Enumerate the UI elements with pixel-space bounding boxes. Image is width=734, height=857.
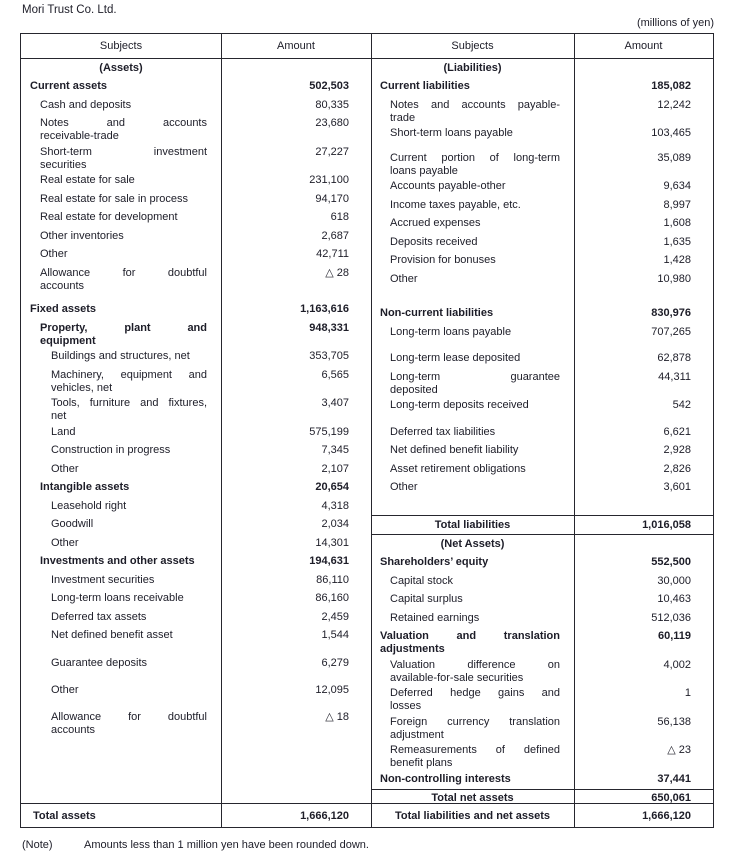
row-amount: △ 18: [325, 710, 349, 723]
row-amount: 4,002: [663, 658, 691, 671]
row-amount: 542: [672, 399, 691, 411]
table-row: [371, 305, 713, 324]
table-row: [371, 149, 713, 178]
row-amount: 1,544: [321, 629, 349, 641]
table-row: [371, 572, 713, 591]
table-row: [21, 534, 371, 553]
row-label: Construction in progress: [51, 444, 171, 456]
table-row: [371, 178, 713, 197]
row-label: Capital surplus: [390, 593, 463, 605]
row-amount: 35,089: [657, 151, 691, 164]
column-header-subjects-left: Subjects: [99, 40, 143, 52]
table-row: [371, 59, 713, 78]
table-row: [21, 301, 371, 320]
table-row: [371, 323, 713, 342]
column-divider: [574, 34, 575, 827]
row-amount: 552,500: [651, 556, 691, 568]
row-label: Current portion of long-term loans payable: [390, 151, 560, 177]
table-row: [21, 479, 371, 498]
row-label: Short-term investment securities: [40, 145, 207, 171]
table-row: [371, 460, 713, 479]
row-amount: 1,635: [663, 235, 691, 248]
row-label: Long-term loans payable: [390, 325, 512, 338]
row-label: Retained earnings: [390, 611, 480, 624]
row-amount: 42,711: [316, 248, 349, 260]
total-assets-amount: 1,666,120: [300, 809, 349, 822]
row-label: Buildings and structures, net: [51, 350, 190, 362]
table-row: [371, 270, 713, 289]
row-amount: 650,061: [651, 792, 691, 803]
row-label: Asset retirement obligations: [390, 462, 526, 475]
total-net-assets-row: [371, 789, 713, 804]
row-amount: 2,687: [321, 229, 349, 242]
row-amount: △ 28: [325, 266, 349, 279]
table-row: [21, 366, 371, 395]
row-label: Valuation difference on available-for-sale securities: [390, 658, 560, 684]
row-amount: 44,311: [658, 370, 691, 383]
row-label: Non-controlling interests: [380, 772, 511, 785]
row-label: Real estate for development: [40, 211, 178, 223]
table-row: [371, 742, 713, 771]
table-row: [371, 196, 713, 215]
row-amount: 10,463: [657, 593, 691, 605]
column-header-amount-left: Amount: [277, 40, 315, 52]
row-label: Tools, furniture and fixtures, net: [51, 397, 207, 422]
table-row: [21, 516, 371, 535]
row-amount: 502,503: [309, 80, 349, 92]
row-label: Other: [390, 481, 418, 493]
row-label: Investments and other assets: [40, 555, 195, 567]
table-body: [21, 59, 713, 803]
column-divider: [371, 34, 372, 827]
row-label: Long-term loans receivable: [51, 592, 184, 604]
row-label: Current liabilities: [380, 80, 470, 92]
table-row: [21, 708, 371, 737]
table-row: [371, 78, 713, 97]
row-amount: 80,335: [315, 98, 349, 111]
row-amount: 2,459: [321, 610, 349, 623]
row-label: Deposits received: [390, 235, 478, 248]
table-row: [21, 246, 371, 265]
row-label: Machinery, equipment and vehicles, net: [51, 368, 207, 394]
table-row: [371, 770, 713, 789]
row-label: Other: [51, 536, 79, 549]
row-amount: 512,036: [651, 611, 691, 624]
row-amount: 707,265: [651, 325, 691, 338]
row-amount: 353,705: [309, 350, 349, 362]
table-row: [371, 515, 713, 535]
row-amount: 7,345: [321, 444, 349, 456]
row-label: Valuation and translation adjustments: [380, 630, 560, 655]
row-amount: 1,163,616: [300, 303, 349, 315]
table-row: [21, 442, 371, 461]
row-label: Current assets: [30, 80, 108, 92]
table-row: [21, 348, 371, 367]
table-row: [371, 233, 713, 252]
row-amount: 4,318: [321, 499, 349, 512]
row-label: Intangible assets: [40, 481, 130, 493]
table-row: [21, 143, 371, 172]
row-amount: 23,680: [315, 117, 349, 129]
table-row: [371, 96, 713, 125]
table-row: [371, 628, 713, 657]
row-amount: 9,634: [663, 180, 691, 192]
table-row: [21, 78, 371, 97]
row-label: Allowance for doubtful accounts: [40, 266, 207, 292]
row-amount: 1: [684, 687, 691, 699]
row-amount: 103,465: [651, 127, 691, 139]
row-label: (Liabilities): [443, 61, 502, 74]
row-label: Accounts payable-other: [390, 180, 506, 192]
row-amount: 30,000: [657, 574, 691, 587]
row-amount: 575,199: [309, 425, 349, 438]
table-row: [21, 172, 371, 191]
row-amount: 2,107: [321, 462, 349, 475]
column-header-subjects-right: Subjects: [451, 40, 494, 52]
row-amount: 1,428: [663, 254, 691, 266]
assets-blank-space: [21, 737, 371, 804]
footnote-label: (Note): [22, 839, 53, 851]
row-amount: 2,928: [663, 444, 691, 456]
total-liabilities-net-assets-amount: 1,666,120: [642, 809, 691, 822]
row-amount: 60,119: [657, 630, 691, 642]
row-amount: 1,016,058: [642, 518, 691, 531]
row-amount: 10,980: [657, 272, 691, 285]
table-row: [21, 571, 371, 590]
row-label: Net defined benefit asset: [51, 629, 173, 641]
row-label: Property, plant and equipment: [40, 321, 207, 347]
footnote: [22, 839, 369, 851]
table-row: [371, 713, 713, 742]
table-row: [21, 682, 371, 701]
row-amount: 86,160: [315, 592, 349, 604]
row-amount: 14,301: [315, 536, 349, 549]
balance-sheet-table: [20, 33, 714, 828]
column-divider: [221, 34, 222, 827]
row-label: Real estate for sale in process: [40, 192, 188, 205]
row-label: Long-term guarantee deposited: [390, 370, 560, 396]
table-row: [21, 423, 371, 442]
row-label: Long-term lease deposited: [390, 352, 521, 364]
row-amount: 6,279: [321, 656, 349, 669]
row-label: Deferred tax liabilities: [390, 425, 496, 438]
row-amount: 12,095: [315, 684, 349, 696]
row-amount: 20,654: [315, 481, 349, 493]
row-label: Other: [51, 462, 79, 475]
row-amount: 618: [330, 211, 349, 223]
total-assets-label: Total assets: [33, 809, 96, 822]
row-label: Accrued expenses: [390, 217, 481, 229]
liabilities-rows: [371, 59, 713, 789]
row-label: Investment securities: [51, 573, 155, 586]
table-row: [21, 190, 371, 209]
row-label: Fixed assets: [30, 303, 97, 315]
table-row: [21, 608, 371, 627]
table-row: [21, 264, 371, 293]
row-label: Total net assets: [431, 792, 514, 803]
row-label: Remeasurements of defined benefit plans: [390, 744, 560, 769]
table-row: [371, 215, 713, 234]
row-label: Real estate for sale: [40, 174, 135, 186]
table-row: [21, 96, 371, 115]
row-amount: 6,565: [321, 368, 349, 381]
row-label: Deferred tax assets: [51, 610, 147, 623]
row-amount: 94,170: [315, 192, 349, 205]
table-row: [371, 252, 713, 271]
row-label: Notes and accounts receivable-trade: [40, 117, 207, 142]
table-row: [371, 591, 713, 610]
row-label: Short-term loans payable: [390, 127, 513, 139]
row-label: Foreign currency translation adjustment: [390, 715, 560, 741]
row-label: Total liabilities: [434, 518, 511, 531]
row-amount: 3,407: [321, 397, 349, 409]
row-amount: 185,082: [651, 80, 691, 92]
table-row: [21, 553, 371, 572]
row-label: Guarantee deposits: [51, 656, 148, 669]
row-amount: 948,331: [309, 321, 349, 334]
table-row: [371, 350, 713, 369]
row-amount: 3,601: [663, 481, 691, 493]
row-label: Non-current liabilities: [380, 307, 494, 319]
row-amount: △ 23: [667, 744, 691, 756]
table-row: [371, 656, 713, 685]
table-row: [21, 654, 371, 673]
row-label: Other: [51, 684, 79, 696]
table-row: [21, 319, 371, 348]
totals-row: [21, 803, 713, 827]
table-row: [371, 442, 713, 461]
table-row: [21, 227, 371, 246]
table-row: [21, 460, 371, 479]
row-amount: 8,997: [663, 198, 691, 211]
row-label: Other: [40, 248, 68, 260]
row-label: Shareholders’ equity: [380, 556, 489, 568]
row-amount: 194,631: [309, 555, 349, 567]
row-amount: 27,227: [315, 145, 349, 158]
table-row: [21, 209, 371, 228]
row-amount: 62,878: [657, 352, 691, 364]
total-liabilities-net-assets-label: Total liabilities and net assets: [394, 809, 551, 822]
unit-label: (millions of yen): [636, 17, 714, 29]
table-row: [371, 554, 713, 573]
row-label: (Assets): [99, 61, 143, 74]
row-amount: 86,110: [316, 573, 349, 586]
table-row: [371, 685, 713, 714]
row-amount: 6,621: [663, 425, 691, 438]
row-label: Goodwill: [51, 518, 94, 530]
table-row: [371, 535, 713, 554]
liabilities-column: [371, 59, 713, 803]
table-row: [21, 627, 371, 646]
table-row: [21, 395, 371, 424]
row-label: Leasehold right: [51, 499, 127, 512]
table-row: [21, 115, 371, 144]
row-label: Net defined benefit liability: [390, 444, 519, 456]
column-header-amount-right: Amount: [624, 40, 663, 52]
assets-column: [21, 59, 371, 803]
row-label: Notes and accounts payable- trade: [390, 98, 560, 124]
table-row: [371, 125, 713, 144]
row-label: Other: [390, 272, 418, 285]
table-row: [371, 479, 713, 498]
row-amount: 2,826: [663, 462, 691, 475]
footnote-text: Amounts less than 1 million yen have been rounded down.: [84, 839, 369, 851]
company-name: Mori Trust Co. Ltd.: [22, 4, 117, 16]
assets-rows: [21, 59, 371, 737]
table-header-row: [21, 34, 713, 59]
row-label: Other inventories: [40, 229, 124, 242]
table-row: [371, 368, 713, 397]
row-amount: 2,034: [321, 518, 349, 530]
row-label: Deferred hedge gains and losses: [390, 687, 560, 712]
table-row: [371, 609, 713, 628]
row-label: (Net Assets): [440, 537, 505, 550]
row-amount: 12,242: [657, 98, 691, 111]
table-row: [21, 497, 371, 516]
row-amount: 56,138: [657, 715, 691, 728]
row-amount: 37,441: [657, 772, 691, 785]
row-amount: 231,100: [309, 174, 349, 186]
row-amount: 830,976: [651, 307, 691, 319]
table-row: [371, 423, 713, 442]
row-label: Cash and deposits: [40, 98, 132, 111]
row-amount: 1,608: [663, 217, 691, 229]
row-label: Capital stock: [390, 574, 453, 587]
table-row: [21, 590, 371, 609]
table-row: [21, 59, 371, 78]
row-label: Income taxes payable, etc.: [390, 198, 521, 211]
row-label: Provision for bonuses: [390, 254, 496, 266]
row-label: Land: [51, 425, 76, 438]
row-label: Long-term deposits received: [390, 399, 529, 411]
row-label: Allowance for doubtful accounts: [51, 710, 207, 736]
table-row: [371, 397, 713, 416]
